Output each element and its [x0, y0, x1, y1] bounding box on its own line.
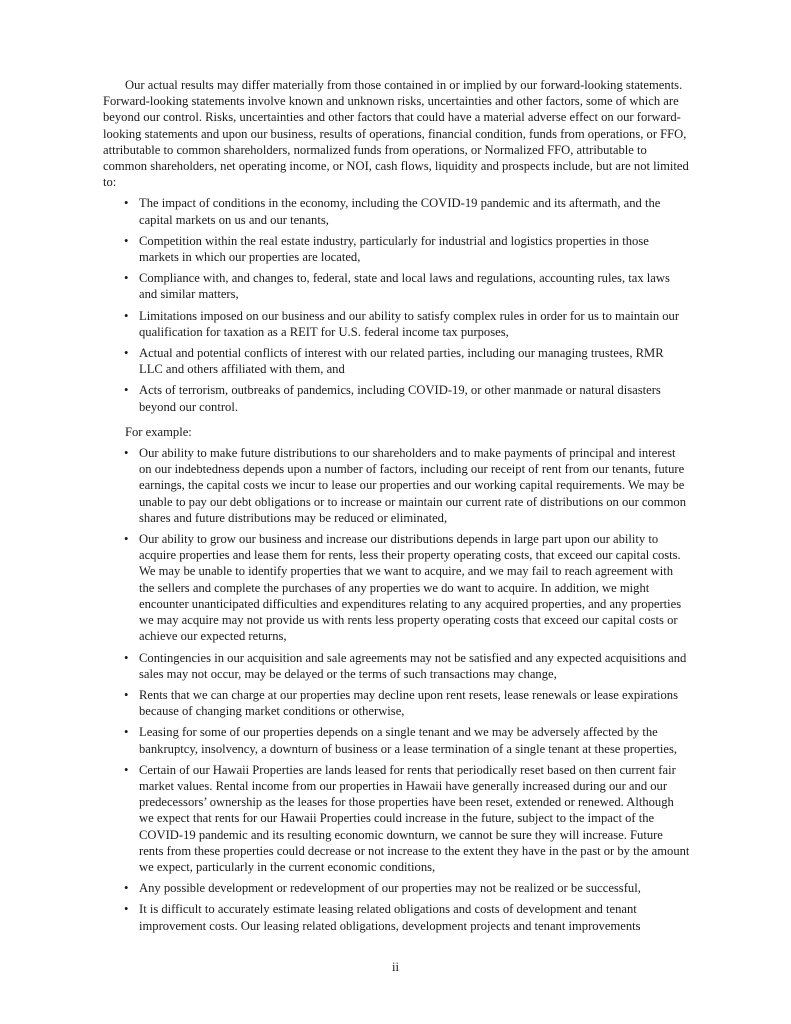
bullet-icon: •: [124, 650, 129, 665]
list-item: [103, 650, 690, 682]
list-item-text: Compliance with, and changes to, federal, state and local laws and regulations, accounting rules, tax laws and similar matters,: [139, 271, 670, 302]
bullet-icon: •: [124, 446, 129, 461]
bullet-icon: •: [124, 532, 129, 547]
list-item: [103, 345, 690, 377]
list-item: [103, 445, 690, 526]
list-item: [103, 308, 690, 340]
list-item-text: Our ability to grow our business and increase our distributions depends in large part upon our ability to acquire properties and lease them for rents, less their property operating costs, that exceed our capital costs. We may be unable to identify properties that we want to acquire, and we may fail to reach agreement with the sellers and complete the purchases of any properties we do want to acquire. In addition, we might encounter unanticipated difficulties and expenditures relating to any acquired properties, and any properties we may acquire may not provide us with rents less property operating costs that exceed our capital costs or achieve our expected returns,: [139, 532, 682, 644]
list-item: [103, 382, 690, 414]
list-item: [103, 687, 690, 719]
bullet-icon: •: [124, 196, 129, 211]
bullet-icon: •: [124, 881, 129, 896]
bullet-icon: •: [124, 687, 129, 702]
list-item-text: Any possible development or redevelopment of our properties may not be realized or be successful,: [139, 881, 641, 896]
list-item-text: Our ability to make future distributions to our shareholders and to make payments of principal and interest on our indebtedness depends upon a number of factors, including our receipt of rent from our tenants, future earnings, the capital costs we incur to lease our properties and our working capital requirements. We may be unable to pay our debt obligations or to increase or maintain our current rate of distributions on our common shares and future distributions may be reduced or eliminated,: [139, 446, 686, 525]
list-item-text: The impact of conditions in the economy, including the COVID-19 pandemic and its aftermath, and the capital markets on us and our tenants,: [139, 196, 661, 227]
list-item-text: Contingencies in our acquisition and sale agreements may not be satisfied and any expected acquisitions and sales may not occur, may be delayed or the terms of such transactions may change,: [139, 650, 687, 681]
bullet-icon: •: [124, 902, 129, 917]
for-example-heading: For example:: [125, 424, 192, 439]
intro-paragraph: Our actual results may differ materially from those contained in or implied by our forward-looking statements. Forward-looking statements involve known and unknown risks, uncertainties and other factors, some of which are beyond our control. Risks, uncertainties and other factors that could have a material adverse effect on our forward-looking statements and upon our business, results of operations, financial condition, funds from operations, or FFO, attributable to common shareholders, normalized funds from operations, or Normalized FFO, attributable to common shareholders, net operating income, or NOI, cash flows, liquidity and prospects include, but are not limited to:: [103, 78, 689, 190]
list-item-text: Rents that we can charge at our properties may decline upon rent resets, lease renewals or lease expirations because of changing market conditions or otherwise,: [139, 687, 678, 719]
list-item-text: Certain of our Hawaii Properties are lands leased for rents that periodically reset based on then current fair market values. Rental income from our properties in Hawaii have generally increased during our and our predecessors’ ownership as the leases for those properties have been reset, extended or renewed. Although we expect that rents for our Hawaii Properties could increase in the future, subject to the impact of the COVID-19 pandemic and its resulting economic downturn, we cannot be sure they will increase. Future rents from these properties could decrease or not increase to the extent they have in the past or by the amount we expect, particularly in the current economic conditions,: [139, 762, 690, 874]
bullet-icon: •: [124, 725, 129, 740]
bullet-icon: •: [124, 308, 129, 323]
page-number: ii: [392, 960, 399, 974]
list-item-text: Actual and potential conflicts of interest with our related parties, including our managing trustees, RMR LLC and others affiliated with them, and: [139, 346, 664, 377]
list-item-text: Limitations imposed on our business and our ability to satisfy complex rules in order for us to maintain our qualification for taxation as a REIT for U.S. federal income tax purposes,: [139, 308, 680, 339]
bullet-icon: •: [124, 346, 129, 361]
page-body: [103, 77, 690, 939]
list-item: [103, 901, 690, 933]
bullet-icon: •: [124, 233, 129, 248]
list-item: [103, 531, 690, 644]
list-item-text: Competition within the real estate industry, particularly for industrial and logistics properties in those markets in which our properties are located,: [139, 233, 649, 265]
list-item-text: Acts of terrorism, outbreaks of pandemics, including COVID-19, or other manmade or natural disasters beyond our control.: [139, 383, 661, 414]
bullet-icon: •: [124, 762, 129, 777]
bullet-icon: •: [124, 383, 129, 398]
list-item: [103, 270, 690, 302]
list-item: [103, 195, 690, 227]
bullet-icon: •: [124, 271, 129, 286]
list-item: [103, 233, 690, 265]
example-list: [103, 445, 690, 934]
list-item: [103, 880, 690, 896]
list-item: [103, 724, 690, 756]
list-item-text: Leasing for some of our properties depends on a single tenant and we may be adversely affected by the bankruptcy, insolvency, a downturn of business or a lease termination of a single tenant at these properties,: [139, 725, 677, 756]
risk-factor-list: [103, 195, 690, 414]
list-item-text: It is difficult to accurately estimate leasing related obligations and costs of development and tenant improvement costs. Our leasing related obligations, development projects and tenant improvements: [139, 902, 641, 933]
list-item: [103, 762, 690, 875]
